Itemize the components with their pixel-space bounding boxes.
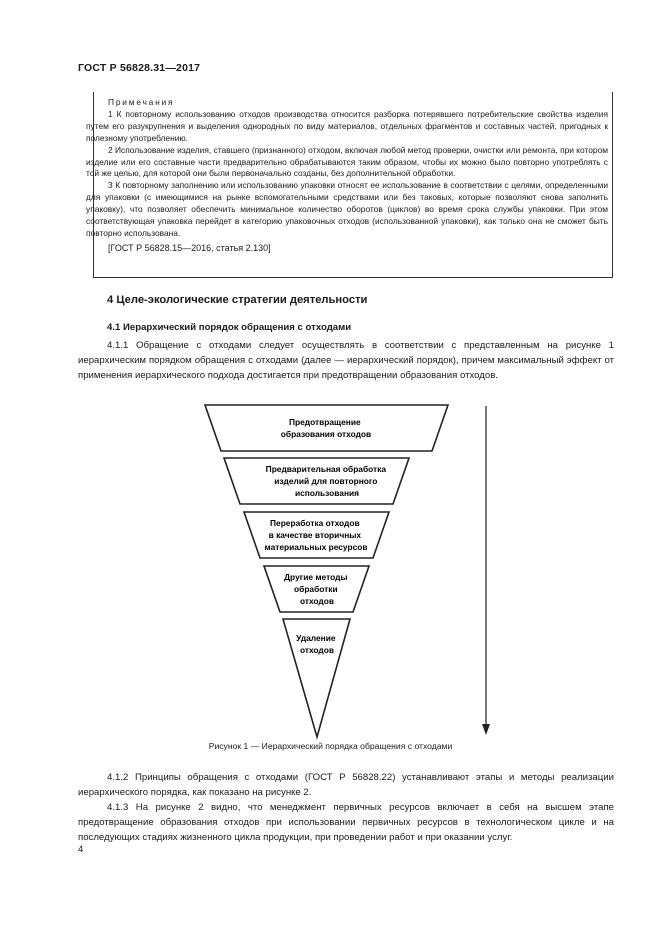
note-item-3: 3 К повторному заполнению или использованию упаковки относят ее использование в соответствии с целями, определенными для упаковки (с имеющимися на рынке вспомогательными средствами или без таковых, которые позволяют снова заполнить упаковку), что позволяет обеспечить минимальное количество оборотов (циклов) во время срока службы упаковки. При этом соответствующая упаковка перейдет в категорию упаковочных отходов (использованной упаковки), как только она не сможет быть повторно использована. <box>86 180 608 238</box>
paragraph-4-1-3: 4.1.3 На рисунке 2 видно, что менеджмент первичных ресурсов включает в себя на высшем этапе предотвращение образования отходов при использовании первичных ресурсов в технологическом цикле и на последующих стадиях жизненного цикла продукции, при проведении работ и при оказании услуг. <box>78 802 614 844</box>
hierarchy-level-2-label: Предварительная обработка изделий для повторного использования <box>265 464 386 498</box>
subsection-title: 4.1 Иерархический порядок обращения с отходами <box>107 322 352 333</box>
document-code: ГОСТ Р 56828.31—2017 <box>78 62 201 74</box>
figure-caption: Рисунок 1 — Иерархический порядка обращения с отходами <box>208 741 453 751</box>
hierarchy-level-5-label: Удаление отходов <box>296 633 336 655</box>
paragraph-4-1-1: 4.1.1 Обращение с отходами следует осуществлять в соответствии с представленным на рисунке 1 иерархическим порядком обращения с отходами (далее — иерархический порядок), причем максимальный эффект от применения иерархического подхода достигается при предотвращении образования отходов. <box>78 340 614 382</box>
notes-reference: [ГОСТ Р 56828.15—2016, статья 2.130] <box>108 242 271 253</box>
hierarchy-level-1-shape <box>205 405 448 451</box>
hierarchy-level-4-label: Другие методы обработки отходов <box>284 572 348 606</box>
note-item-2: 2 Использование изделия, ставшего (признанного) отходом, включая любой метод проверки, очистки или ремонта, при котором изделие или его составные части предварительно обрабатываются таким образом, чтобы их можно было повторно употреблять с той же целью, для которой они были первоначально созданы, без дополнительной обработки. <box>86 144 608 179</box>
priority-arrow-head <box>482 724 490 735</box>
page-number: 4 <box>78 844 84 855</box>
hierarchy-level-3-label: Переработка отходов в качестве вторичных материальных ресурсов <box>264 518 368 552</box>
note-item-1: 1 К повторному использованию отходов производства относится разборка потерявшего потребительские свойства изделия путем его разукрупнения и выделения однородных по виду материалов, отдельных фрагментов и составных частей, пригодных к полезному употреблению. <box>86 108 608 143</box>
section-title: 4 Целе-экологические стратегии деятельности <box>107 294 368 306</box>
notes-title: Примечания <box>108 97 175 107</box>
paragraph-4-1-2: 4.1.2 Принципы обращения с отходами (ГОСТ Р 56828.22) устанавливают этапы и методы реализации иерархического порядка, как показано на рисунке 2. <box>78 772 614 799</box>
hierarchy-level-1-label: Предотвращение образования отходов <box>280 417 372 439</box>
